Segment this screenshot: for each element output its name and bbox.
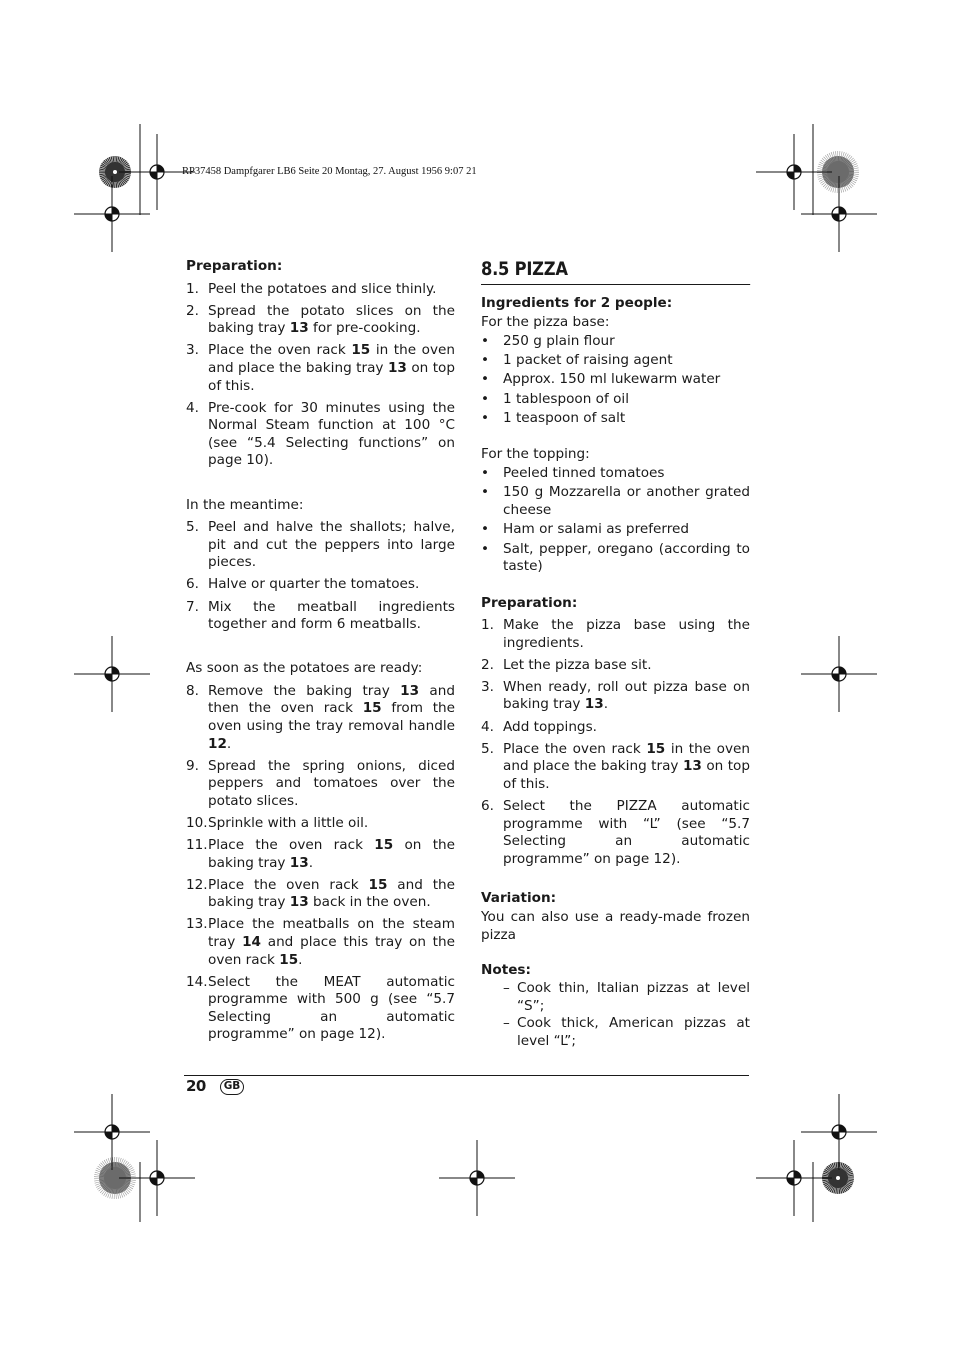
bullet-mark: •: [481, 371, 490, 388]
bullet-mark: •: [481, 390, 490, 407]
step-item: [186, 519, 455, 572]
part-reference-number: 13: [387, 359, 407, 376]
step-item: [186, 342, 455, 395]
note-text: Cook thin, Italian pizzas at level “S”;: [517, 980, 750, 1014]
step-text: Peel the potatoes and slice thinly.: [208, 280, 437, 297]
step-item: [186, 974, 455, 1044]
step-number: 4.: [481, 718, 494, 735]
step-text: Let the pizza base sit.: [503, 656, 652, 673]
step-text: Place the meatballs on the steam tray: [208, 916, 455, 950]
ingredient-list: [481, 333, 750, 428]
step-text: and the baking tray: [208, 876, 455, 911]
step-item: [186, 683, 455, 753]
ingredient-text: Ham or salami as preferred: [503, 521, 689, 538]
bullet-mark: •: [481, 332, 490, 349]
step-text: .: [603, 696, 609, 713]
part-reference-number: 12: [208, 735, 227, 752]
part-reference-number: 13: [682, 758, 702, 775]
step-text: back in the oven.: [308, 894, 431, 911]
section-title: 8.5 PIZZA: [481, 258, 750, 285]
step-number: 3.: [481, 678, 494, 695]
step-text: Add toppings.: [503, 718, 597, 735]
ingredient-text: 150 g Mozzarella or another grated cheese: [503, 484, 750, 519]
step-text: .: [226, 735, 232, 752]
step-item: [186, 916, 455, 969]
step-text: .: [308, 854, 314, 871]
step-number: 9.: [186, 757, 199, 774]
part-reference-number: 15: [374, 837, 394, 854]
step-text: Mix the meatball ingredients together and form 6 meatballs.: [208, 598, 455, 633]
part-reference-number: 15: [646, 740, 666, 757]
step-text: and then the oven rack: [208, 682, 455, 717]
part-reference-number: 13: [400, 682, 420, 699]
step-number: 8.: [186, 682, 199, 699]
step-number: 2.: [481, 656, 494, 673]
ingredient-text: 1 tablespoon of oil: [503, 390, 629, 407]
part-reference-number: 13: [289, 854, 309, 871]
pizza-base-label: For the pizza base:: [481, 313, 610, 330]
ingredient-item: [481, 521, 750, 539]
steps-list: [186, 519, 455, 634]
dash-mark: –: [503, 980, 510, 997]
bullet-mark: •: [481, 409, 490, 426]
step-item: [186, 877, 455, 912]
step-text: When ready, roll out pizza base on baking tray: [503, 678, 750, 713]
step-text: Pre-cook for 30 minutes using the Normal Steam function at 100 °C (see “5.4 Selecting functions” on page 10).: [208, 399, 455, 469]
ingredient-item: [481, 465, 750, 483]
step-number: 1.: [481, 617, 494, 634]
step-text: Remove the baking tray: [208, 682, 401, 699]
part-reference-number: 15: [351, 342, 371, 359]
variation-heading: Variation:: [481, 889, 557, 906]
step-text: Select the MEAT automatic programme with 500 g (see “5.7 Selecting an automatic programme” on page 12).: [208, 973, 455, 1043]
step-item: [186, 281, 455, 299]
step-number: 5.: [186, 519, 199, 536]
ingredient-item: [481, 371, 750, 389]
step-text: Place the oven rack: [208, 837, 375, 854]
step-text: Sprinkle with a little oil.: [208, 814, 369, 831]
step-item: [481, 617, 750, 652]
ingredients-heading: Ingredients for 2 people:: [481, 295, 673, 311]
step-item: [186, 837, 455, 872]
step-item: [186, 599, 455, 634]
step-number: 4.: [186, 399, 199, 416]
ingredient-text: 250 g plain flour: [503, 332, 615, 349]
step-text: Make the pizza base using the ingredients.: [503, 617, 750, 651]
step-item: [481, 798, 750, 868]
ingredient-item: [481, 484, 750, 519]
country-badge: GB: [220, 1079, 244, 1095]
part-reference-number: 13: [289, 320, 309, 337]
preparation-heading: Preparation:: [186, 258, 283, 274]
step-text: Spread the spring onions, diced peppers and tomatoes over the potato slices.: [208, 757, 455, 809]
note-item: [481, 1015, 750, 1050]
step-text: Select the PIZZA automatic programme with “L” (see “5.7 Selecting an automatic programme” on page 12).: [503, 797, 750, 867]
part-reference-number: 15: [279, 951, 299, 968]
step-number: 1.: [186, 280, 199, 297]
step-item: [186, 815, 455, 833]
right-column: [481, 258, 750, 1051]
left-column: [186, 258, 455, 1049]
topping-label: For the topping:: [481, 446, 590, 463]
note-item: [481, 980, 750, 1015]
notes-list: [481, 980, 750, 1050]
step-item: [186, 400, 455, 470]
bullet-mark: •: [481, 484, 490, 501]
preparation-heading: Preparation:: [481, 594, 578, 611]
bullet-mark: •: [481, 465, 490, 482]
step-text: Halve or quarter the tomatoes.: [208, 576, 420, 593]
ingredient-item: [481, 391, 750, 409]
step-text: and place this tray on the oven rack: [208, 934, 455, 968]
step-text: in the oven and place the baking tray: [208, 342, 455, 376]
part-reference-number: 15: [368, 876, 388, 893]
step-text: .: [298, 951, 303, 968]
step-text: Place the oven rack: [503, 740, 647, 757]
ingredient-text: Salt, pepper, oregano (according to taste): [503, 540, 750, 575]
steps-list: [186, 281, 455, 470]
step-number: 2.: [186, 302, 199, 319]
potatoes-ready-label: As soon as the potatoes are ready:: [186, 660, 423, 677]
step-text: Spread the potato slices on the baking tray: [208, 302, 455, 337]
ingredient-text: Peeled tinned tomatoes: [503, 465, 665, 482]
step-text: Peel and halve the shallots; halve, pit and cut the peppers into large pieces.: [208, 519, 455, 571]
step-text: on top of this.: [503, 758, 750, 792]
ingredient-item: [481, 410, 750, 428]
variation-text: You can also use a ready-made frozen pizza: [481, 909, 750, 943]
step-number: 6.: [481, 797, 494, 814]
step-text: in the oven and place the baking tray: [503, 740, 750, 775]
step-number: 10.: [186, 814, 208, 831]
ingredient-item: [481, 541, 750, 576]
step-item: [186, 303, 455, 338]
print-slug-line: RP37458 Dampfgarer LB6 Seite 20 Montag, 27. August 1956 9:07 21: [182, 166, 477, 177]
bullet-mark: •: [481, 351, 490, 368]
step-item: [481, 741, 750, 794]
note-text: Cook thick, American pizzas at level “L”;: [517, 1015, 750, 1049]
steps-list: [481, 617, 750, 868]
step-item: [481, 679, 750, 714]
part-reference-number: 14: [242, 934, 261, 950]
dash-mark: –: [503, 1015, 510, 1032]
ingredient-item: [481, 333, 750, 351]
ingredient-text: Approx. 150 ml lukewarm water: [503, 371, 721, 388]
ingredient-item: [481, 352, 750, 370]
step-text: Place the oven rack: [208, 342, 352, 359]
meantime-label: In the meantime:: [186, 496, 304, 513]
steps-list: [186, 683, 455, 1044]
page-number: 20: [186, 1077, 206, 1095]
step-item: [186, 576, 455, 594]
part-reference-number: 15: [362, 700, 382, 717]
step-number: 14.: [186, 973, 208, 990]
part-reference-number: 13: [584, 696, 604, 713]
step-text: Place the oven rack: [208, 876, 369, 893]
footer-rule: [184, 1075, 749, 1076]
ingredient-text: 1 packet of raising agent: [503, 351, 673, 368]
notes-heading: Notes:: [481, 961, 531, 978]
step-text: on the baking tray: [208, 837, 456, 871]
ingredient-list: [481, 465, 750, 576]
bullet-mark: •: [481, 521, 490, 538]
step-number: 11.: [186, 837, 208, 854]
step-number: 13.: [186, 916, 208, 933]
step-number: 6.: [186, 576, 199, 593]
step-text: from the oven using the tray removal handle: [208, 700, 455, 734]
step-item: [481, 719, 750, 737]
step-item: [481, 657, 750, 675]
step-number: 12.: [186, 876, 208, 893]
step-number: 7.: [186, 598, 199, 615]
step-text: on top of this.: [208, 359, 455, 394]
ingredient-text: 1 teaspoon of salt: [503, 409, 626, 426]
step-number: 5.: [481, 740, 494, 757]
part-reference-number: 13: [289, 894, 309, 911]
step-text: for pre-cooking.: [308, 320, 421, 337]
step-number: 3.: [186, 342, 199, 359]
step-item: [186, 758, 455, 811]
bullet-mark: •: [481, 540, 490, 557]
